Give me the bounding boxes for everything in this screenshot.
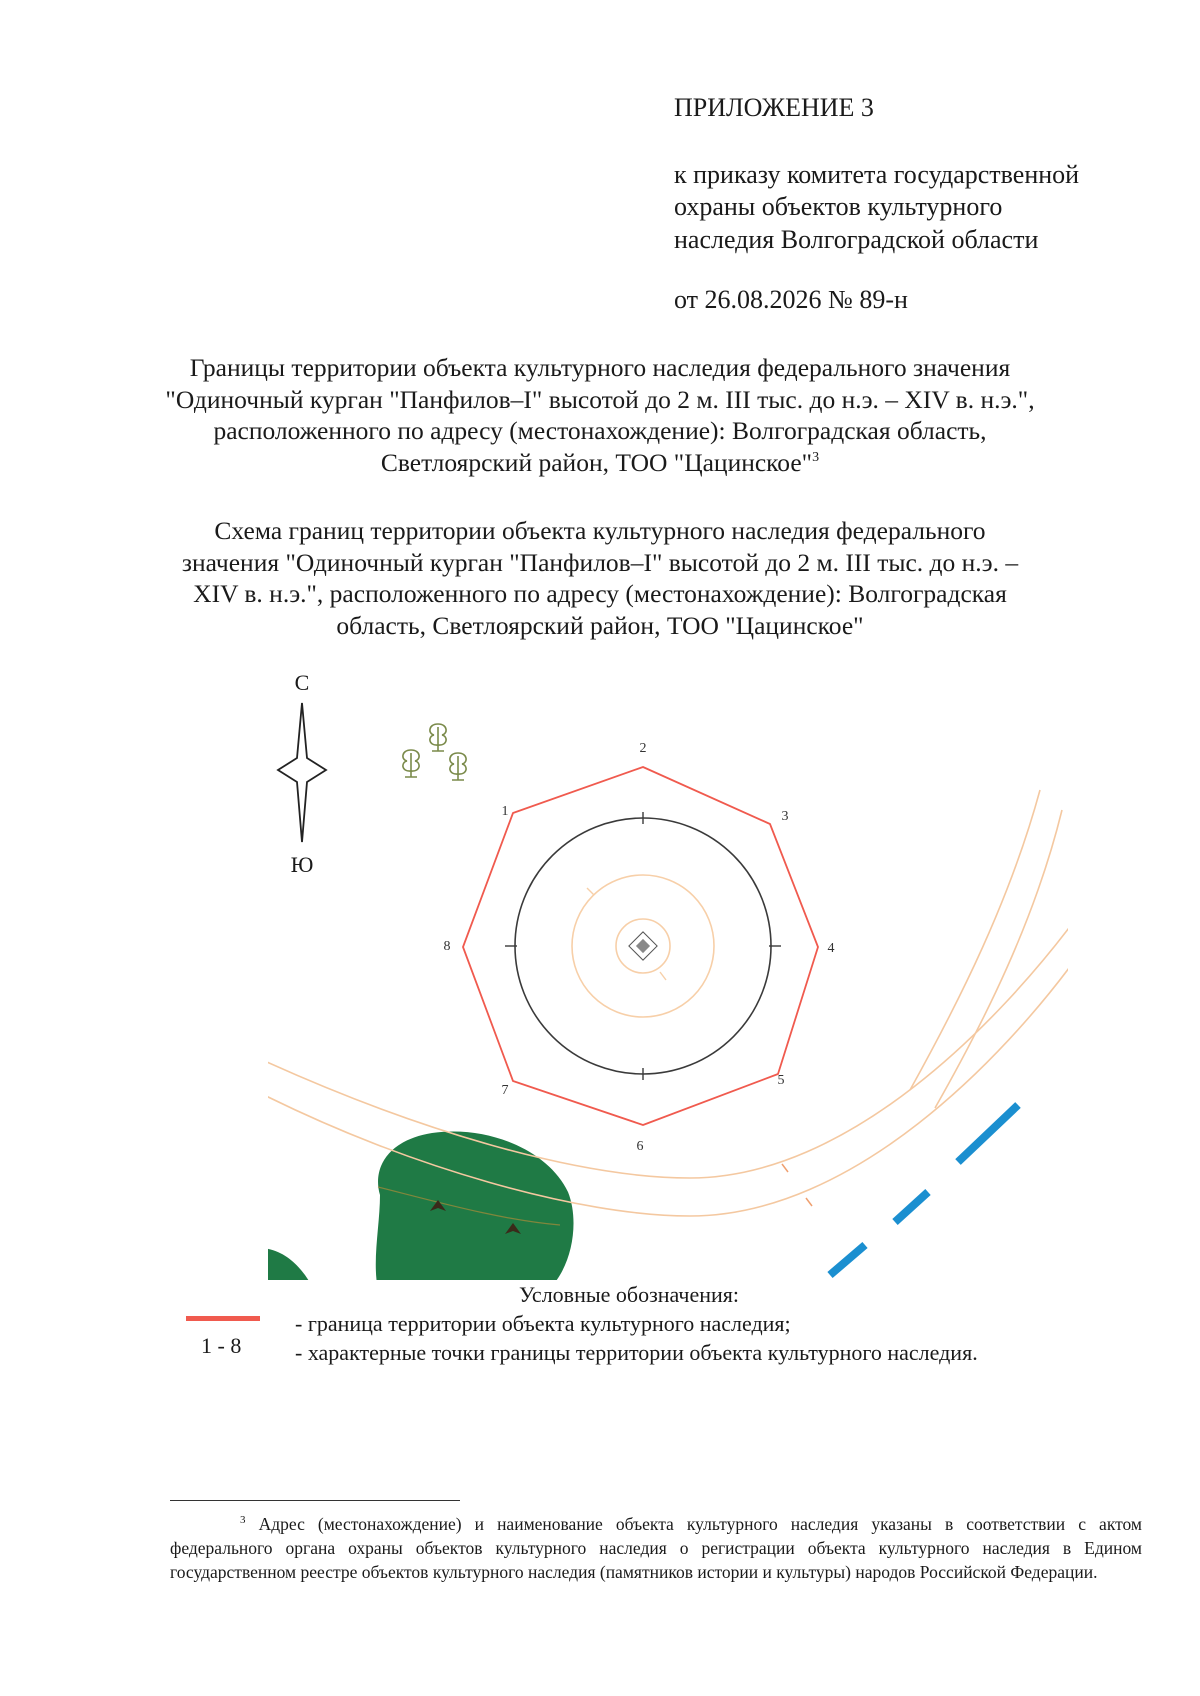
terrain-contour-line (935, 810, 1062, 1108)
map-terrain (258, 790, 1075, 1280)
document-title-line: Границы территории объекта культурного наследия федерального значения (189, 353, 1011, 382)
boundary-point-label: 1 (501, 804, 509, 819)
footnote-reference: 3 (812, 449, 820, 465)
legend-boundary-text: - граница территории объекта культурного наследия; (295, 1311, 791, 1336)
tree-icon (403, 750, 419, 777)
boundary-point-label: 2 (639, 741, 647, 756)
boundary-point-label: 7 (501, 1083, 509, 1098)
footnote (170, 1512, 1142, 1584)
appendix-header (674, 92, 1154, 317)
compass-south-label: Ю (290, 852, 314, 877)
scheme-title-line: Схема границ территории объекта культурного наследия федерального (214, 516, 986, 545)
water-stream-line (830, 1105, 1018, 1275)
scheme-title-line: XIV в. н.э.", расположенного по адресу (местонахождение): Волгоградская (193, 579, 1007, 608)
forest-area (376, 1132, 574, 1280)
document-title-line: "Одиночный курган "Панфилов–I" высотой до 2 м. III тыс. до н.э. – XIV в. н.э.", (165, 384, 1035, 414)
compass-north-label: С (294, 670, 310, 695)
scheme-title-line: область, Светлоярский район, ТОО "Цацинское" (336, 610, 864, 640)
scheme-title-line: значения "Одиночный курган "Панфилов–I" высотой до 2 м. III тыс. до н.э. – (181, 547, 1019, 577)
boundary-point-label: 5 (777, 1073, 785, 1088)
forest-area (262, 1248, 314, 1280)
footnote-number: 3 (240, 1514, 246, 1526)
document-title-line: расположенного по адресу (местонахождение): Волгоградская область, (213, 416, 987, 445)
legend-heading: Условные обозначения: (519, 1282, 740, 1307)
boundary-point-label: 8 (443, 939, 451, 954)
footnote-separator (170, 1500, 460, 1501)
tree-icon (430, 724, 446, 751)
tree-icon (450, 753, 466, 780)
terrain-tick (782, 1164, 812, 1206)
document-title (150, 352, 1050, 478)
boundary-point-label: 3 (781, 809, 789, 824)
footnote-text: Адрес (местонахождение) и наименование объекта культурного наследия указаны в соответствии с актом федерального органа охраны объектов культурного наследия о регистрации объекта культурного наследия в Едином государственном реестре объектов культурного наследия (памятников истории и культуры) народов Российской Федерации. (170, 1514, 1143, 1582)
mound-center-marker-icon (629, 932, 657, 960)
boundary-scheme-map (0, 660, 1200, 1280)
compass-arrow-icon (278, 703, 326, 842)
document-title-line (150, 447, 1050, 479)
terrain-contour-line (910, 790, 1040, 1090)
compass-rose-icon (278, 670, 326, 877)
mound-contour-ticks (587, 888, 666, 980)
appendix-title: ПРИЛОЖЕНИЕ 3 (674, 93, 874, 122)
boundary-point-label: 4 (827, 941, 835, 956)
legend-boundary-line-swatch (186, 1316, 260, 1321)
legend-points-text: - характерные точки границы территории объекта культурного наследия. (295, 1340, 978, 1365)
tree-group (403, 724, 466, 780)
legend-points-range: 1 - 8 (201, 1333, 242, 1358)
appendix-order-line: наследия Волгоградской области (674, 224, 1039, 254)
boundary-point-label: 6 (636, 1139, 644, 1154)
appendix-order-line: охраны объектов культурного (674, 192, 1003, 221)
appendix-order-line: к приказу комитета государственной (674, 159, 1080, 189)
scheme-title (150, 515, 1050, 641)
appendix-date: от 26.08.2026 № 89-н (674, 285, 908, 314)
document-title-line-text: Светлоярский район, ТОО "Цацинское" (380, 447, 813, 477)
appendix-order-reference (674, 159, 1154, 257)
